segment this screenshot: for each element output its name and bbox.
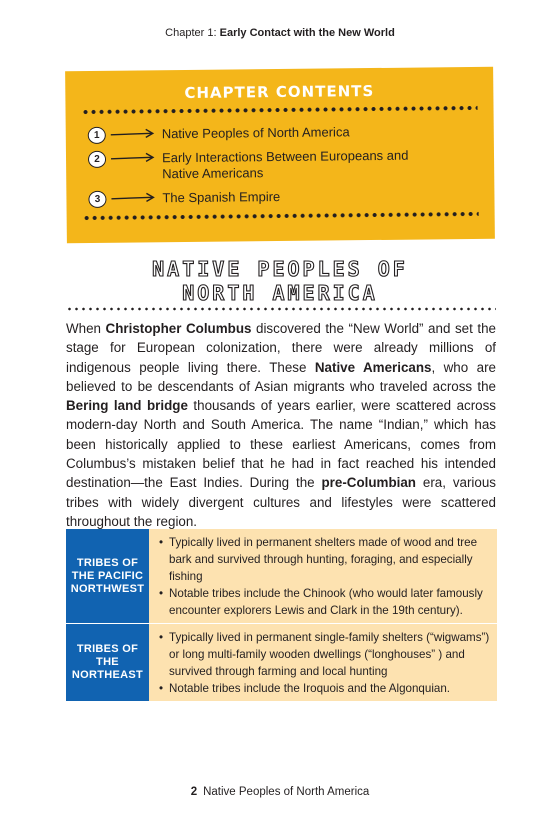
row-details [149, 624, 497, 701]
section-heading [0, 257, 560, 305]
chapter-contents-box [65, 67, 495, 243]
list-item: • Typically lived in permanent shelters made of wood and tree bark and survived through hunting, foraging, and especially fishing [159, 534, 491, 585]
term-christopher-columbus: Christopher Columbus [105, 321, 252, 336]
page-number: 2 [190, 786, 198, 798]
dotted-divider-bottom [83, 211, 479, 221]
arrow-icon [108, 190, 158, 206]
number-badge: 2 [88, 151, 106, 168]
number-badge: 3 [88, 191, 106, 208]
footer-section-name: Native Peoples of North America [203, 786, 370, 798]
term-pre-columbian: pre-Columbian [321, 475, 416, 491]
text-run: thousands of years earlier, were scattered across modern-day North and South America. The name “Indian,” which has been historically applied to these earliest Americans, comes from Columbus’s mistaken belief that he had in fact reached his intended destination—the East Indies. During the [66, 398, 497, 491]
text-run: era, various tribes with widely divergent cultures and lifestyles were scattered throughout the region. [66, 475, 496, 529]
contents-item-label: Native Peoples of North America [161, 124, 350, 142]
row-details [149, 529, 497, 623]
page-footer [0, 786, 560, 798]
table-row [66, 529, 497, 624]
section-heading-line-1: NATIVE PEOPLES OF [152, 257, 408, 281]
chapter-contents-title: CHAPTER CONTENTS [184, 82, 375, 102]
list-item: • Notable tribes include the Chinook (who would later famously encounter explorers Lewis and Clark in the 19th century). [159, 585, 491, 619]
running-header [0, 27, 560, 39]
arrow-icon [108, 150, 158, 166]
tribes-table [66, 529, 497, 702]
contents-item-label: Early Interactions Between Europeans and Native Americans [161, 147, 409, 182]
chapter-prefix: Chapter 1: [165, 27, 217, 39]
chapter-title: Early Contact with the New World [219, 27, 395, 39]
row-label: TRIBES OF THE PACIFIC NORTHWEST [66, 529, 149, 623]
contents-item-label: The Spanish Empire [162, 189, 281, 206]
row-label: TRIBES OF THE NORTHEAST [66, 624, 149, 701]
contents-item-1[interactable] [88, 123, 442, 144]
section-heading-line-2: NORTH AMERICA [182, 281, 378, 305]
contents-item-2[interactable] [88, 147, 442, 183]
text-run: When [66, 321, 106, 336]
term-native-americans: Native Americans [314, 359, 432, 375]
list-item: • Notable tribes include the Iroquois and the Algonquian. [159, 680, 491, 697]
list-item: • Typically lived in permanent single-family shelters (“wigwams”) or long multi-family wooden dwellings (“longhouses” ) and survived through farming and local hunting [159, 629, 491, 680]
text-run: , who are believed to be descendants of Asian migrants who traveled across the [66, 359, 496, 394]
dotted-divider-top [82, 105, 478, 115]
arrow-icon [108, 126, 158, 142]
contents-item-3[interactable] [88, 187, 442, 208]
body-paragraph [66, 319, 496, 531]
text-run: discovered the “New World” and set the stage for European colonization, there were already millions of indigenous people living there. These [66, 321, 496, 375]
table-row [66, 624, 497, 702]
dotted-rule [66, 307, 496, 311]
number-badge: 1 [88, 127, 106, 144]
term-bering-land-bridge: Bering land bridge [66, 398, 188, 414]
